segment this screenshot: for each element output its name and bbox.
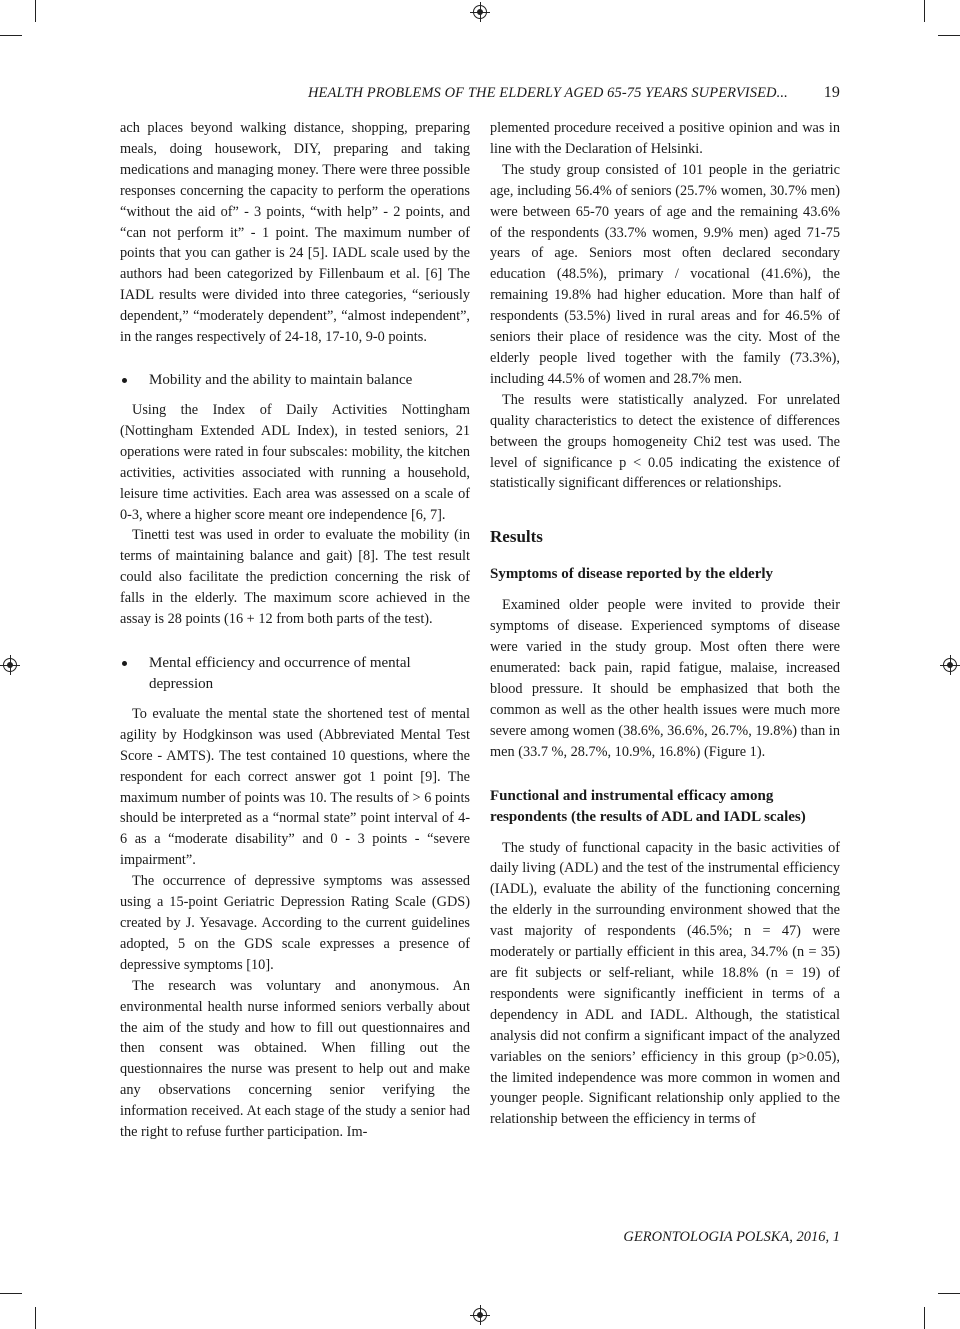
running-head: [120, 84, 840, 102]
heading-symptoms: Symptoms of disease reported by the elderly: [490, 566, 774, 583]
heading-mental-efficiency: Mental efficiency and occurrence of mental depression: [120, 653, 470, 695]
crop-mark-bottom-right: [938, 1293, 960, 1294]
registration-mark-left-icon: [3, 658, 17, 672]
crop-mark-bottom-right-vertical: [924, 1307, 925, 1329]
paragraph-adl-iadl-results: The study of functional capacity in the basic activities of daily living (ADL) and the test of the instrumental efficiency (IADL), evaluate the ability of the functioning concerning the elderly in the surrounding environment showed that the vast majority of respondents (46.5%; n = 47) were moderately or partially efficient in this area, 34.7% (n = 35) are fit subjects or self-reliant, while 18.8% (n = 19) of respondents were significantly inefficient in terms of a dependency in ADL and IADL. Although, the statistical analysis did not confirm a significant impact of the analyzed variables on the seniors’ efficiency in this group (p>0.05), the limited independence was more common in women and younger people. Significant relationship only applied to the relationship between the efficiency in terms of: [490, 839, 840, 1128]
paragraph-statistics: The results were statistically analyzed. For unrelated quality characteristics to detect the existence of differences between the groups homogeneity Chi2 test was used. The level of significance p < 0.05 indicating the existence of statistically significant differences or relationships.: [490, 391, 840, 492]
paragraph-nottingham: Using the Index of Daily Activities Nottingham (Nottingham Extended ADL Index), in tested seniors, 21 operations were rated in four subscales: mobility, the kitchen activities, activities associated with running a household, leisure time activities. Each area was assessed on a scale of 0-3, where a higher score meant ore independence [6, 7].: [120, 401, 470, 523]
running-head-title: HEALTH PROBLEMS OF THE ELDERLY AGED 65-75 YEARS SUPERVISED...: [307, 85, 788, 101]
page-number: 19: [823, 84, 840, 101]
heading-functional-efficacy: Functional and instrumental efficacy among respondents (the results of ADL and IADL scales): [490, 787, 806, 825]
heading-results: Results: [490, 527, 543, 547]
registration-mark-right-icon: [943, 658, 957, 672]
crop-mark-top-right-vertical: [924, 0, 925, 22]
registration-mark-bottom-icon: [473, 1308, 487, 1322]
paragraph-tinetti: Tinetti test was used in order to evaluate the mobility (in terms of maintaining balance and gait) [8]. The test result could also facilitate the prediction concerning the risk of falls in the elderly. The maximum score achieved in the assay is 28 points (16 + 12 from both parts of the test).: [120, 527, 470, 628]
crop-mark-bottom-left: [0, 1293, 22, 1294]
registration-mark-top-icon: [473, 5, 487, 19]
crop-mark-top-right: [938, 35, 960, 36]
paragraph-study-group: The study group consisted of 101 people in the geriatric age, including 56.4% of seniors (25.7% women, 30.7% men) were between 65-70 years of age and the remaining 43.6% of the respondents (33.7% women, 9.9% men) aged 71-75 years of age. Seniors most often declared secondary education (48.5%), primary / vocational (41.6%), the remaining 19.8% had higher education. More than half of respondents (53.5%) lived in rural areas and for 46.5% of seniors their place of residence was the city. Most of the elderly people lived together with the family (73.3%), including 44.5% of women and 28.7% men.: [490, 161, 840, 387]
right-column: [490, 118, 840, 1130]
paragraph-symptoms: Examined older people were invited to provide their symptoms of disease. Experienced symptoms of disease were varied in the study group. Most often there were enumerated: back pain, rapid fatigue, malaise, increased blood pressure. It should be emphasized that both the common as well as the other health issues were much more severe among women (38.6%, 36.6%, 26.7%, 19.8%) than in men (33.7 %, 28.7%, 10.9%, 16.8%) (Figure 1).: [490, 597, 840, 760]
bullet-icon: [122, 378, 127, 383]
paragraph-iadl-scoring: ach places beyond walking distance, shopping, preparing meals, doing housework, DIY, preparing and taking medications and managing money. There were three possible responses concerning the capacity to perform the operations “without the aid of” - 3 points, “with help” - 2 points, and “can not perform it” - 1 point. The maximum number of points that you can gather is 24 [5]. IADL scale used by the authors had been categorized by Fillenbaum et al. [6] The IADL results were divided into three categories, “seriously dependent,” “moderately dependent”, “almost independent”, in the ranges respectively of 24-18, 17-10, 9-0 points.: [120, 120, 470, 346]
journal-footer: GERONTOLOGIA POLSKA, 2016, 1: [623, 1229, 840, 1245]
paragraph-helsinki: plemented procedure received a positive opinion and was in line with the Declaration of Helsinki.: [490, 120, 840, 157]
left-column: [120, 118, 470, 1143]
bullet-icon: [122, 661, 127, 666]
crop-mark-top-left-vertical: [35, 0, 36, 22]
heading-mobility: Mobility and the ability to maintain balance: [120, 370, 470, 391]
crop-mark-bottom-left-vertical: [35, 1307, 36, 1329]
crop-mark-top-left: [0, 35, 22, 36]
paragraph-gds: The occurrence of depressive symptoms was assessed using a 15-point Geriatric Depression Rating Scale (GDS) created by J. Yesavage. According to the current guidelines adopted, 5 on the GDS scale expresses a presence of depressive symptoms [10].: [120, 873, 470, 973]
paragraph-amts: To evaluate the mental state the shortened test of mental agility by Hodgkinson was used (Abbreviated Mental Test Score - AMTS). The test contained 10 questions, where the respondent for each correct answer got 1 point [9]. The maximum number of points was 10. The results of > 6 points should be interpreted as a “normal state” point interval of 4- 6 as a “moderate disability” and 0 - 3 points - “severe impairment”.: [120, 705, 470, 869]
paragraph-research-procedure: The research was voluntary and anonymous. An environmental health nurse informed seniors verbally about the aim of the study and how to fill out questionnaires and then consent was obtained. When filling out the questionnaires the nurse was present to help out and make any observations concerning senior verifying the information received. At each stage of the study a senior had the right to refuse further participation. Im-: [120, 977, 470, 1141]
